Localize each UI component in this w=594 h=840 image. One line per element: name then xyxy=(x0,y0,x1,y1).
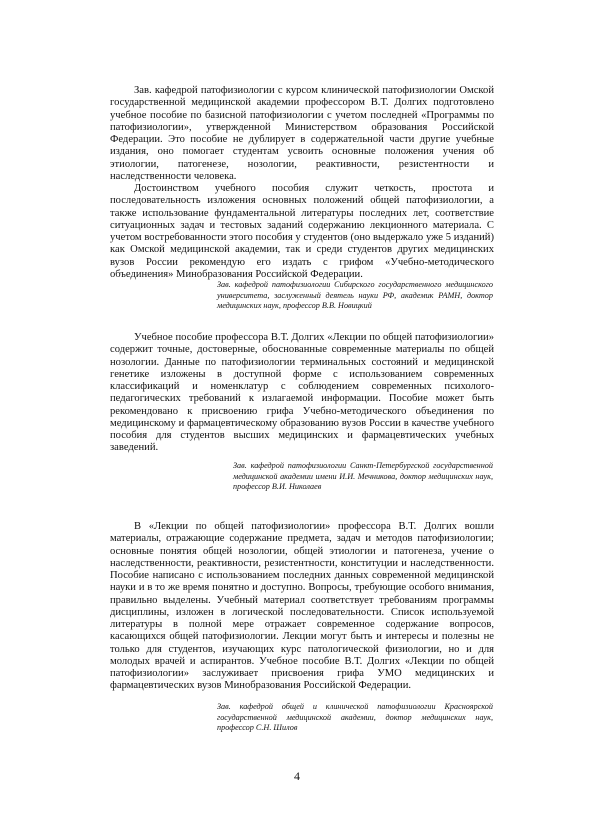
review-2-signature: Зав. кафедрой патофизиологии Санкт-Петербургской государственной медицинской академии имени И.И. Мечникова, доктор медицинских наук, профессор В.И. Николаев xyxy=(233,461,493,492)
review-2-text xyxy=(110,332,494,455)
page-number: 4 xyxy=(294,769,300,783)
review-3-signature: Зав. кафедрой общей и клинической патофизиологии Красноярской государственной медицинской академии, доктор медицинских наук, профессор С.Н. Шилов xyxy=(217,702,493,733)
review-3-text xyxy=(110,521,494,693)
review-3-paragraph-1: В «Лекции по общей патофизиологии» профессора В.Т. Долгих вошли материалы, отражающие содержание предмета, задач и методов патофизиологии; основные понятия общей нозологии, общей этиологии и патогенеза, учение о наследственности, реактивности, резистентности, конституции и наследственности. Пособие написано с использованием последних данных современной медицинской науки и в то же время понятно и доступно. Вопросы, требующие особого внимания, правильно выделены. Учебный материал соответствует требованиям программы дисциплины, изложен в логической последовательности. Список используемой литературы в полной мере отражает современное содержание вопросов, касающихся общей патофизиологии. Лекции могут быть и интересы и полезны не только для студентов, изучающих курс патологической физиологии, но и для молодых врачей и аспирантов. Учебное пособие В.Т. Долгих «Лекции по общей патофизиологии» заслуживает присвоения грифа УМО медицинских и фармацевтических вузов Минобразования Российской Федерации. xyxy=(110,521,494,692)
review-1-signature: Зав. кафедрой патофизиологии Сибирского государственного медицинского университета, заслуженный деятель науки РФ, академик РАМН, доктор медицинских наук, профессор В.В. Новицкий xyxy=(217,280,493,311)
review-2-paragraph-1: Учебное пособие профессора В.Т. Долгих «Лекции по общей патофизиологии» содержит точные, достоверные, обоснованные современные материалы по общей нозологии. Данные по патофизиологии терминальных состояний и медицинской генетике изложены в доступной форме с использованием современных классификаций и номенклатур с соблюдением современных психолого-педагогических требований к излагаемой информации. Пособие может быть рекомендовано к присвоению грифа Учебно-методического объединения по медицинскому и фармацевтическому образованию вузов России в качестве учебного пособия для студентов высших медицинских и фармацевтических учебных заведений. xyxy=(110,332,494,454)
review-1-paragraph-2: Достоинством учебного пособия служит четкость, простота и последовательность изложения основных положений общей патофизиологии, а также использование фундаментальной литературы последних лет, соответствие ситуационных задач и тестовых заданий содержанию лекционного материала. С учетом востребованности этого пособия у студентов (оно выдержало уже 5 изданий) как Омской медицинской академии, так и среди студентов других медицинских вузов России рекомендую его издать с грифом «Учебно-методического объединения» Минобразования Российской Федерации. xyxy=(110,183,494,280)
review-1-text xyxy=(110,85,494,281)
review-1-paragraph-1: Зав. кафедрой патофизиологии с курсом клинической патофизиологии Омской государственной медицинской академии профессором В.Т. Долгих подготовлено учебное пособие по базисной патофизиологии с учетом последней «Программы по патофизиологии», утвержденной Министерством образования Российской Федерации. Это пособие не дублирует в содержательной части другие учебные издания, оно помогает студентам усвоить основные положения учения об этиологии, патогенезе, нозологии, реактивности, резистентности и наследственности человека. xyxy=(110,85,494,182)
